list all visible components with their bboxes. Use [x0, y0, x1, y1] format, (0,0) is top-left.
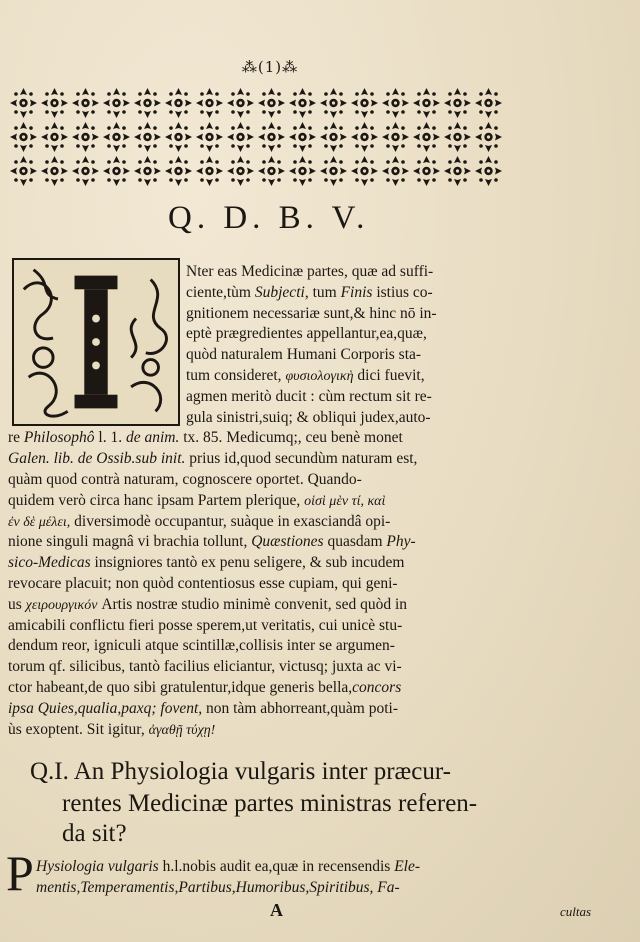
text-run: concors: [352, 679, 402, 696]
text-line: [8, 657, 402, 676]
text-run: agmen meritò ducit : cùm rectum sit re-: [186, 387, 432, 405]
text-line: [186, 408, 431, 427]
text-run: gula sinistri,suiq; & obliqui judex,auto-: [186, 408, 431, 426]
ornament-fleuron: [101, 154, 132, 188]
text-line: [8, 720, 215, 740]
text-line: [186, 283, 433, 302]
ornament-fleuron: [318, 86, 349, 120]
text-run: , tum: [304, 283, 341, 301]
ornament-fleuron: [318, 120, 349, 154]
text-run: οἱσὶ μὲν τί, καὶ: [304, 493, 386, 509]
ornament-fleuron: [8, 120, 39, 154]
text-run: Ele-: [394, 858, 421, 875]
text-run: ἀγαθῇ τύχῃ!: [148, 722, 216, 738]
text-run: φυσιολογικὴ: [285, 369, 354, 384]
ornament-fleuron: [380, 86, 411, 120]
text-run: Phy-: [386, 533, 416, 551]
ornament-fleuron: [473, 86, 504, 120]
ornament-row: [8, 120, 504, 154]
text-run: tum consideret,: [186, 367, 286, 384]
text-line: [186, 262, 433, 281]
ornament-fleuron: [101, 86, 132, 120]
text-run: dendum reor, igniculi atque scintillæ,collisis inter se argumen-: [8, 637, 395, 655]
text-line: [8, 574, 398, 593]
text-run: Philosophô: [23, 429, 95, 447]
text-run: us: [8, 595, 26, 613]
ornament-fleuron: [8, 154, 39, 188]
text-line: [8, 678, 401, 697]
ornament-fleuron: [101, 120, 132, 154]
signature-mark: A: [270, 900, 283, 920]
ornament-fleuron: [442, 86, 473, 120]
text-line: [8, 512, 390, 532]
ornament-fleuron: [411, 86, 442, 120]
answer-line-2: [36, 878, 400, 897]
ornament-fleuron: [225, 86, 256, 120]
ornament-fleuron: [256, 120, 287, 154]
text-run: revocare placuit; non quòd contentiosus esse cupiam, qui geni-: [8, 575, 398, 592]
ornament-fleuron: [256, 86, 287, 120]
text-run: Galen. lib. de Ossib.sub init.: [8, 450, 186, 468]
text-run: de anim.: [125, 429, 180, 447]
text-line: [8, 595, 407, 615]
ornament-fleuron: [39, 120, 70, 154]
text-run: prius id,quod secundùm naturam est,: [185, 450, 418, 468]
ornament-fleuron: [256, 154, 287, 188]
text-line: [8, 491, 385, 511]
text-line: [8, 470, 362, 489]
text-run: amicabili conflictu fieri posse sperem,ut veritatis, cui unicè stu-: [8, 616, 403, 634]
ornament-fleuron: [163, 154, 194, 188]
ornament-fleuron: [411, 120, 442, 154]
text-run: quàm quod contrà naturam, cognoscere oportet. Quando-: [8, 471, 362, 488]
text-run: Quæstiones: [251, 533, 324, 551]
page-number: ⁂(1)⁂: [241, 58, 299, 76]
text-line: [8, 428, 403, 447]
text-line: [8, 449, 417, 468]
ornament-fleuron: [473, 154, 504, 188]
text-line: [186, 324, 427, 343]
ornament-fleuron: [132, 86, 163, 120]
ornamental-border: [8, 86, 504, 190]
question-line-3: da sit?: [62, 820, 127, 847]
text-line: [8, 532, 416, 551]
ornament-fleuron: [194, 86, 225, 120]
answer-line-1: [36, 857, 420, 876]
text-line: [186, 345, 421, 364]
ornament-fleuron: [411, 154, 442, 188]
ornament-row: [8, 86, 504, 120]
text-run: re: [8, 429, 24, 447]
ornament-fleuron: [287, 154, 318, 188]
text-run: quidem verò circa hanc ipsam Partem plerique,: [8, 491, 305, 509]
ornament-fleuron: [132, 154, 163, 188]
text-run: istius co-: [372, 283, 433, 301]
answer-initial: P: [6, 845, 34, 901]
ornament-fleuron: [380, 120, 411, 154]
text-line: [8, 553, 404, 572]
text-run: sico-Medicas: [8, 554, 91, 572]
text-line: [8, 616, 402, 635]
ornament-fleuron: [380, 154, 411, 188]
text-run: torum qf. silicibus, tantò facilius eliciantur, victusq; juxta ac vi-: [8, 658, 402, 676]
ornament-fleuron: [349, 120, 380, 154]
ornament-fleuron: [194, 120, 225, 154]
text-run: Finis: [340, 283, 373, 301]
text-run: non tàm abhorreant,quàm poti-: [202, 699, 399, 717]
text-run: h.l.nobis audit ea,quæ in recensendis: [158, 858, 395, 875]
decorated-initial: [12, 258, 180, 426]
text-run: diversimodè occupantur, suàque in exasciandâ opi-: [70, 512, 391, 530]
text-line: [186, 304, 437, 323]
ornament-fleuron: [442, 120, 473, 154]
ornament-row: [8, 154, 504, 188]
text-run: Subjecti: [254, 283, 305, 301]
text-line: [186, 387, 432, 406]
text-run: Artis nostræ studio minimè convenit, sed quòd in: [97, 595, 408, 613]
text-run: l. 1.: [94, 429, 126, 447]
ornament-fleuron: [225, 154, 256, 188]
ornament-fleuron: [442, 154, 473, 188]
catchword: cultas: [560, 904, 592, 919]
question-line-2: rentes Medicinæ partes ministras referen-: [62, 790, 478, 817]
text-run: eptè prægredientes appellantur,ea,quæ,: [186, 325, 427, 343]
ornament-fleuron: [70, 86, 101, 120]
text-line: [186, 366, 425, 386]
text-run: χειρουργικόν: [25, 597, 98, 613]
page-title: Q. D. B. V.: [168, 200, 370, 236]
text-run: Hysiologia vulgaris: [36, 858, 159, 875]
ornament-fleuron: [287, 120, 318, 154]
text-run: Nter eas Medicinæ partes, quæ ad suffi-: [186, 263, 434, 280]
text-line: [8, 699, 398, 718]
text-run: ἐν δὲ μέλει,: [8, 514, 71, 530]
ornament-fleuron: [70, 120, 101, 154]
text-run: mentis,Temperamentis,Partibus,Humoribus,Spiritibus, Fa-: [36, 879, 400, 896]
ornament-fleuron: [194, 154, 225, 188]
ornament-fleuron: [349, 154, 380, 188]
ornament-fleuron: [163, 120, 194, 154]
text-run: nione singuli magnâ vi brachia tollunt,: [8, 533, 252, 551]
text-run: tx. 85. Medicumq;, ceu benè monet: [179, 429, 403, 447]
ornament-fleuron: [39, 154, 70, 188]
ornament-fleuron: [349, 86, 380, 120]
text-run: insigniores tantò ex penu seligere, & sub incudem: [90, 554, 405, 572]
text-run: ctor habeant,de quo sibi gratulentur,idque generis bella,: [8, 679, 353, 696]
text-run: ipsa Quies,qualia,paxq; fovent,: [8, 699, 203, 717]
text-run: quòd naturalem Humani Corporis sta-: [186, 346, 422, 364]
ornament-fleuron: [318, 154, 349, 188]
ornament-fleuron: [287, 86, 318, 120]
text-run: ùs exoptent. Sit igitur,: [8, 720, 149, 738]
text-run: ciente,tùm: [186, 283, 255, 301]
ornament-fleuron: [39, 86, 70, 120]
text-run: dici fuevit,: [353, 367, 425, 384]
text-run: gnitionem necessariæ sunt,& hinc nō in-: [186, 304, 437, 322]
ornament-fleuron: [70, 154, 101, 188]
text-run: quasdam: [323, 533, 387, 551]
decorated-initial-graphic: [14, 260, 178, 424]
text-line: [8, 636, 395, 655]
ornament-fleuron: [163, 86, 194, 120]
ornament-fleuron: [8, 86, 39, 120]
ornament-fleuron: [225, 120, 256, 154]
ornament-fleuron: [473, 120, 504, 154]
question-line-1: Q.I. An Physiologia vulgaris inter præcur-: [30, 758, 451, 785]
ornament-fleuron: [132, 120, 163, 154]
